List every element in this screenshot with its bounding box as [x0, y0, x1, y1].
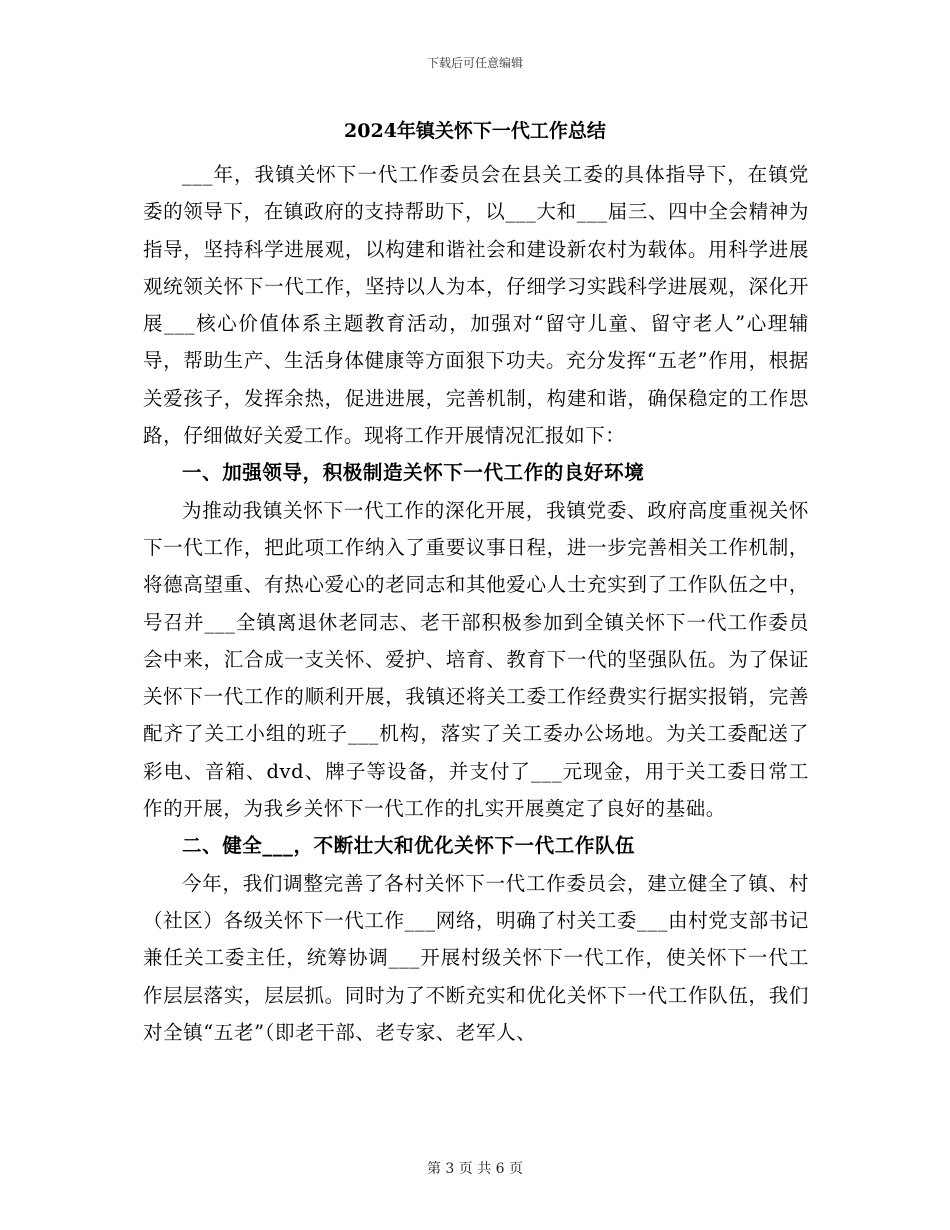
section-1-paragraph: 为推动我镇关怀下一代工作的深化开展，我镇党委、政府高度重视关怀下一代工作，把此项工作纳入了重要议事日程，进一步完善相关工作机制，将德高望重、有热心爱心的老同志和其他爱心人士充实到了工作队伍之中，号召并___全镇离退休老同志、老干部积极参加到全镇关怀下一代工作委员会中来，汇合成一支关怀、爱护、培育、教育下一代的坚强队伍。为了保证关怀下一代工作的顺利开展，我镇还将关工委工作经费实行据实报销，完善配齐了关工小组的班子___机构，落实了关工委办公场地。为关工委配送了彩电、音箱、dvd、牌子等设备，并支付了___元现金，用于关工委日常工作的开展，为我乡关怀下一代工作的扎实开展奠定了良好的基础。 [143, 498, 809, 821]
document-title: 2024年镇关怀下一代工作总结 [344, 120, 606, 142]
page-footer: 第 3 页 共 6 页 [426, 1161, 524, 1177]
section-heading-2: 二、健全___，不断壮大和优化关怀下一代工作队伍 [182, 834, 636, 858]
section-heading-1: 一、加强领导，积极制造关怀下一代工作的良好环境 [182, 461, 645, 485]
page-header: 下载后可任意编辑 [426, 56, 523, 70]
intro-paragraph: ___年，我镇关怀下一代工作委员会在县关工委的具体指导下，在镇党委的领导下，在镇政府的支持帮助下，以___大和___届三、四中全会精神为指导，坚持科学进展观，以构建和谐社会和建设新农村为载体。用科学进展观统领关怀下一代工作，坚持以人为本，仔细学习实践科学进展观，深化开展___核心价值体系主题教育活动，加强对“留守儿童、留守老人”心理辅导，帮助生产、生活身体健康等方面狠下功夫。充分发挥“五老”作用，根据关爱孩子，发挥余热，促进进展，完善机制，构建和谐，确保稳定的工作思路，仔细做好关爱工作。现将工作开展情况汇报如下： [143, 163, 809, 448]
document-body [143, 156, 809, 1051]
section-2-paragraph: 今年，我们调整完善了各村关怀下一代工作委员会，建立健全了镇、村（社区）各级关怀下一代工作___网络，明确了村关工委___由村党支部书记兼任关工委主任，统筹协调___开展村级关怀下一代工作，使关怀下一代工作层层落实，层层抓。同时为了不断充实和优化关怀下一代工作队伍，我们对全镇“五老”（即老干部、老专家、老军人、 [143, 871, 809, 1044]
